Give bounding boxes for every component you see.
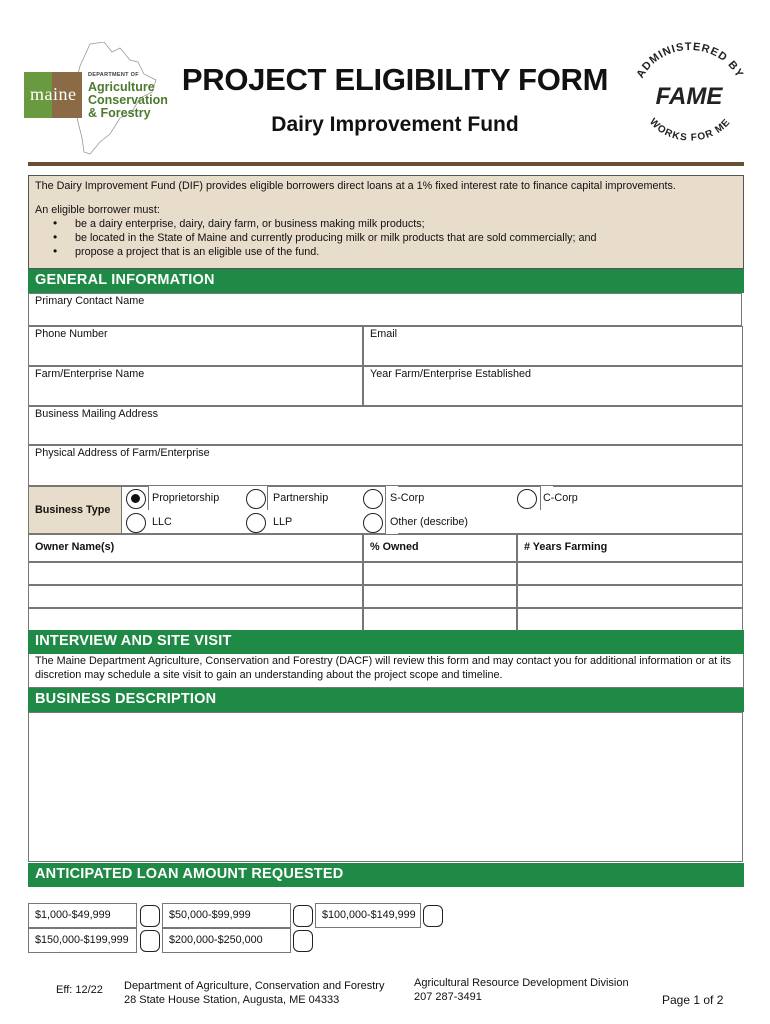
loan-option-1: $1,000-$49,999	[28, 903, 137, 928]
intro-lead: An eligible borrower must:	[35, 204, 160, 216]
owner-name-input[interactable]	[28, 608, 363, 631]
header-divider	[28, 162, 744, 166]
mailing-address-field[interactable]	[28, 406, 743, 445]
label-llc: LLC	[152, 516, 172, 528]
years-farming-input[interactable]	[517, 608, 743, 631]
fame-top-arc: ADMINISTERED BY	[634, 40, 746, 81]
section-business-description: BUSINESS DESCRIPTION	[28, 688, 744, 712]
loan-checkbox-2[interactable]	[293, 905, 313, 927]
years-farming-input[interactable]	[517, 562, 743, 585]
label-proprietorship: Proprietorship	[152, 492, 220, 504]
footer-dept-address: 28 State House Station, Augusta, ME 04333	[124, 994, 340, 1006]
percent-owned-input[interactable]	[363, 562, 517, 585]
footer-page-number: Page 1 of 2	[662, 993, 724, 1007]
business-type-label: Business Type	[28, 486, 122, 534]
farm-name-field[interactable]	[28, 366, 363, 406]
logo-line-3: & Forestry	[88, 106, 151, 120]
section-interview-site-visit: INTERVIEW AND SITE VISIT	[28, 630, 744, 654]
fame-logo	[624, 40, 754, 145]
radio-llc[interactable]	[126, 513, 146, 533]
loan-checkbox-3[interactable]	[423, 905, 443, 927]
percent-owned-input[interactable]	[363, 608, 517, 631]
owner-name-input[interactable]	[28, 562, 363, 585]
loan-option-3: $100,000-$149,999	[315, 903, 421, 928]
svg-text:ADMINISTERED BY	[634, 41, 745, 80]
email-field[interactable]	[363, 326, 743, 366]
label-s-corp: S-Corp	[390, 492, 425, 504]
label-partnership: Partnership	[273, 492, 329, 504]
radio-proprietorship[interactable]	[126, 489, 146, 509]
eligibility-list	[53, 217, 737, 259]
footer-phone: 207 287-3491	[414, 991, 482, 1003]
page-subtitle: Dairy Improvement Fund	[271, 113, 519, 136]
fame-wordmark: FAME	[655, 83, 723, 110]
owner-names-header: Owner Name(s)	[28, 534, 363, 562]
mailing-address-label: Business Mailing Address	[35, 408, 159, 420]
logo-dept-small: DEPARTMENT OF	[88, 72, 139, 78]
loan-option-5: $200,000-$250,000	[162, 928, 291, 953]
loan-checkbox-5[interactable]	[293, 930, 313, 952]
owner-name-input[interactable]	[28, 585, 363, 608]
label-c-corp: C-Corp	[543, 492, 578, 504]
percent-owned-input[interactable]	[363, 585, 517, 608]
label-llp: LLP	[273, 516, 293, 528]
physical-address-label: Physical Address of Farm/Enterprise	[35, 447, 210, 459]
footer-dept-name: Department of Agriculture, Conservation and Forestry	[124, 980, 385, 992]
footer-effective-date: Eff: 12/22	[56, 984, 103, 996]
loan-option-2: $50,000-$99,999	[162, 903, 291, 928]
intro-box	[28, 175, 744, 269]
logo-line-1: Agriculture	[88, 80, 155, 94]
footer-department	[124, 979, 384, 1007]
eligibility-item: • be located in the State of Maine and currently producing milk or milk products that are sold commercially; and	[53, 231, 737, 245]
logo-line-2: Conservation	[88, 93, 168, 107]
section-loan-amount: ANTICIPATED LOAN AMOUNT REQUESTED	[28, 863, 744, 887]
year-established-field[interactable]	[363, 366, 743, 406]
loan-checkbox-1[interactable]	[140, 905, 160, 927]
physical-address-field[interactable]	[28, 445, 743, 486]
radio-c-corp[interactable]	[517, 489, 537, 509]
label-other: Other (describe)	[390, 516, 469, 528]
page-title: PROJECT ELIGIBILITY FORM	[181, 62, 609, 97]
primary-contact-field[interactable]	[28, 293, 742, 326]
eligibility-item: • propose a project that is an eligible use of the fund.	[53, 245, 737, 259]
svg-text:WORKS FOR ME	[647, 117, 733, 144]
dacf-logo	[18, 42, 168, 162]
loan-checkbox-4[interactable]	[140, 930, 160, 952]
percent-owned-header: % Owned	[363, 534, 517, 562]
radio-llp[interactable]	[246, 513, 266, 533]
footer-division-name: Agricultural Resource Development Division	[414, 977, 629, 989]
footer-division	[414, 976, 629, 1004]
radio-other[interactable]	[363, 513, 383, 533]
radio-partnership[interactable]	[246, 489, 266, 509]
farm-name-label: Farm/Enterprise Name	[35, 368, 145, 380]
email-label: Email	[370, 328, 397, 340]
loan-option-4: $150,000-$199,999	[28, 928, 137, 953]
primary-contact-label: Primary Contact Name	[35, 295, 145, 307]
intro-paragraph: The Dairy Improvement Fund (DIF) provides eligible borrowers direct loans at a 1% fixed interest rate to finance capital improvements.	[35, 180, 676, 192]
business-description-input[interactable]	[28, 712, 743, 862]
fame-bottom-arc: WORKS FOR ME	[647, 116, 733, 144]
eligibility-item: • be a dairy enterprise, dairy, dairy farm, or business making milk products;	[53, 217, 737, 231]
year-established-label: Year Farm/Enterprise Established	[370, 368, 532, 380]
radio-s-corp[interactable]	[363, 489, 383, 509]
interview-text: The Maine Department Agriculture, Conservation and Forestry (DACF) will review this form and may contact you for additional information or at its discretion may schedule a site visit to gain an understanding about the project scope and timeline.	[28, 654, 744, 688]
years-farming-input[interactable]	[517, 585, 743, 608]
years-farming-header: # Years Farming	[517, 534, 743, 562]
phone-label: Phone Number	[35, 328, 108, 340]
section-general-information: GENERAL INFORMATION	[28, 269, 744, 293]
phone-field[interactable]	[28, 326, 363, 366]
logo-maine-word: maine	[30, 84, 77, 104]
